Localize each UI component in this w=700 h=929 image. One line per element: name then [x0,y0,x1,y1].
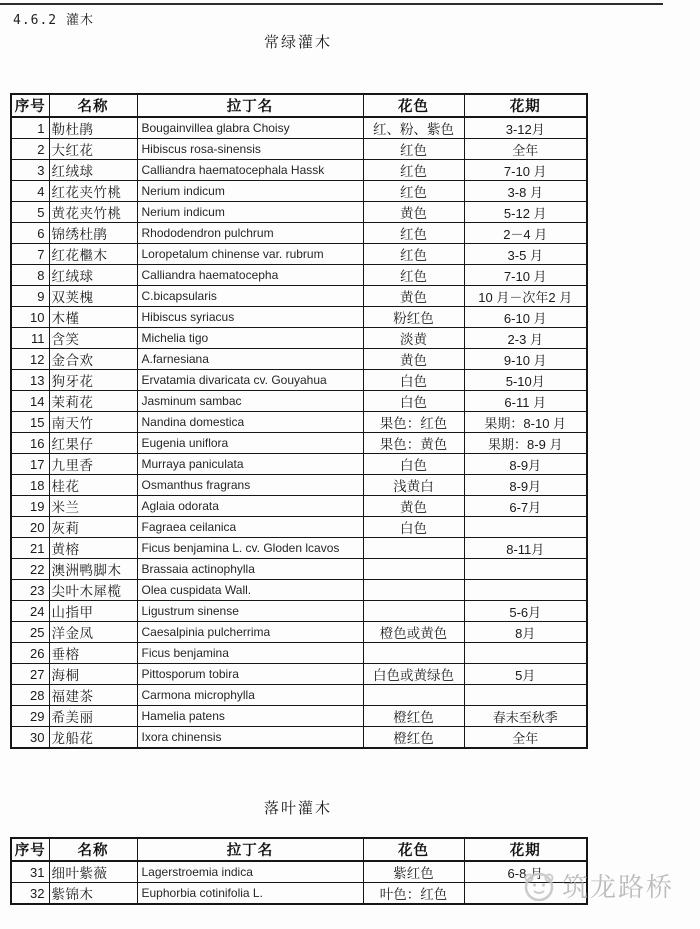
table-cell: 8-9月 [464,454,587,475]
table-cell: 17 [11,454,49,475]
table-cell: Fagraea ceilanica [137,517,363,538]
table-cell: Rhododendron pulchrum [137,223,363,244]
table-row [11,412,587,433]
table-cell: Nandina domestica [137,412,363,433]
table-cell: 大红花 [49,139,137,160]
table-cell: 红色 [363,244,464,265]
table-cell: 垂榕 [49,643,137,664]
table-row [11,727,587,749]
table-cell: 3-8 月 [464,181,587,202]
table-row [11,139,587,160]
table-cell: 24 [11,601,49,622]
table-cell: 16 [11,433,49,454]
table-cell: Osmanthus fragrans [137,475,363,496]
table-cell: 木槿 [49,307,137,328]
table-cell: 狗牙花 [49,370,137,391]
table-cell: 黄榕 [49,538,137,559]
table-cell: 红绒球 [49,265,137,286]
evergreen-shrubs-table [10,93,588,749]
table-cell: 30 [11,727,49,749]
table-cell [363,601,464,622]
table-cell: 白色或黄绿色 [363,664,464,685]
table-cell: 叶色：红色 [363,883,464,905]
table-cell: Carmona microphylla [137,685,363,706]
table-cell: 14 [11,391,49,412]
table-cell: 金合欢 [49,349,137,370]
table-cell: Aglaia odorata [137,496,363,517]
table-cell: 23 [11,580,49,601]
table-cell: 25 [11,622,49,643]
table-cell: 12 [11,349,49,370]
table-cell: Michelia tigo [137,328,363,349]
table-cell: Ervatamia divaricata cv. Gouyahua [137,370,363,391]
table-cell: 红果仔 [49,433,137,454]
table-cell: Bougainvillea glabra Choisy [137,117,363,139]
table-row [11,622,587,643]
column-header: 名称 [49,838,137,861]
table-cell: Hibiscus syriacus [137,307,363,328]
column-header: 序号 [11,94,49,117]
table-cell: 紫锦木 [49,883,137,905]
table-row [11,643,587,664]
table-row [11,370,587,391]
table-cell [464,559,587,580]
table-cell: Caesalpinia pulcherrima [137,622,363,643]
table-cell: 勒杜鹃 [49,117,137,139]
table-cell: 粉红色 [363,307,464,328]
table-cell: 29 [11,706,49,727]
table-cell: C.bicapsularis [137,286,363,307]
table-cell: 7-10 月 [464,160,587,181]
table-row [11,685,587,706]
table-cell: 15 [11,412,49,433]
table-cell: 32 [11,883,49,905]
table-cell: 紫红色 [363,861,464,883]
table-cell: 5-12 月 [464,202,587,223]
table-cell: 果色：红色 [363,412,464,433]
table-cell: 米兰 [49,496,137,517]
table-cell: 红花檵木 [49,244,137,265]
table-cell: 浅黄白 [363,475,464,496]
table-cell: Pittosporum tobira [137,664,363,685]
table-cell: 6-7月 [464,496,587,517]
table-cell: 希美丽 [49,706,137,727]
table-cell: Jasminum sambac [137,391,363,412]
table-cell: 1 [11,117,49,139]
watermark-text: 筑龙路桥 [562,872,675,902]
table-cell: 9 [11,286,49,307]
table-cell: 海桐 [49,664,137,685]
table-cell: 黄色 [363,202,464,223]
table-cell: 果期：8-9 月 [464,433,587,454]
table-cell [464,643,587,664]
table-cell: 2 [11,139,49,160]
table-cell: 红色 [363,223,464,244]
table-cell: 果期：8-10 月 [464,412,587,433]
column-header: 花期 [464,838,587,861]
table-cell: 黄色 [363,496,464,517]
table-cell: Ficus benjamina [137,643,363,664]
table-row [11,538,587,559]
table-row [11,433,587,454]
table-row [11,475,587,496]
table-cell: Hamelia patens [137,706,363,727]
table-cell: 红色 [363,265,464,286]
table-row [11,664,587,685]
table-cell: Euphorbia cotinifolia L. [137,883,363,905]
table-cell: 18 [11,475,49,496]
table-cell: 白色 [363,391,464,412]
table-cell: 2-3 月 [464,328,587,349]
table-cell: Eugenia uniflora [137,433,363,454]
table-cell: 7-10 月 [464,265,587,286]
table-cell: 果色：黄色 [363,433,464,454]
table-row [11,328,587,349]
table-cell [464,883,587,905]
table-cell: 红、粉、紫色 [363,117,464,139]
table-cell: 6 [11,223,49,244]
table-cell: 5-10月 [464,370,587,391]
column-header: 花期 [464,94,587,117]
table-row [11,117,587,139]
table-cell: 7 [11,244,49,265]
table-row [11,601,587,622]
table-cell: 6-8 月 [464,861,587,883]
table-cell: 13 [11,370,49,391]
table-row [11,244,587,265]
table-row [11,223,587,244]
table-title-deciduous: 落叶灌木 [263,800,332,817]
table-cell: 洋金凤 [49,622,137,643]
table-cell: 3-12月 [464,117,587,139]
table-cell: 橙红色 [363,706,464,727]
table-cell: 白色 [363,454,464,475]
table-cell: 红色 [363,139,464,160]
table-title-evergreen: 常绿灌木 [263,34,332,51]
table-row [11,160,587,181]
table-cell: 3 [11,160,49,181]
table-cell: 10 月－次年2 月 [464,286,587,307]
table-cell: Ligustrum sinense [137,601,363,622]
table-cell: 8 [11,265,49,286]
table-cell: 8月 [464,622,587,643]
table-cell: 3-5 月 [464,244,587,265]
table-cell: 26 [11,643,49,664]
table-cell: 红色 [363,181,464,202]
table-row [11,307,587,328]
table-cell: 6-10 月 [464,307,587,328]
table-row [11,454,587,475]
table-cell [464,517,587,538]
table-row [11,181,587,202]
table-row [11,517,587,538]
table-cell: 21 [11,538,49,559]
table-cell: 淡黄 [363,328,464,349]
table-cell: 6-11 月 [464,391,587,412]
table-cell: 灰莉 [49,517,137,538]
table-cell: 澳洲鸭脚木 [49,559,137,580]
table-cell: 19 [11,496,49,517]
table-cell: 桂花 [49,475,137,496]
table-cell: 10 [11,307,49,328]
table-row [11,349,587,370]
table-cell: 全年 [464,727,587,749]
table-cell [464,580,587,601]
table-cell: Ixora chinensis [137,727,363,749]
table-cell: 双荚槐 [49,286,137,307]
table-cell: 尖叶木犀榄 [49,580,137,601]
table-cell: 细叶紫薇 [49,861,137,883]
table-cell: 5-6月 [464,601,587,622]
table-cell: 黄花夹竹桃 [49,202,137,223]
table-cell: 锦绣杜鹃 [49,223,137,244]
section-heading: 4.6.2 灌木 [13,13,94,28]
table-cell: 春末至秋季 [464,706,587,727]
table-cell: Hibiscus rosa-sinensis [137,139,363,160]
table-cell [363,580,464,601]
table-cell: 31 [11,861,49,883]
table-row [11,265,587,286]
table-cell: 橙红色 [363,727,464,749]
table-cell: 橙色或黄色 [363,622,464,643]
table-cell: Nerium indicum [137,202,363,223]
table-cell: 9-10 月 [464,349,587,370]
table-cell [363,538,464,559]
table-cell: 5 [11,202,49,223]
deciduous-shrubs-table [10,837,588,905]
table-cell: 白色 [363,370,464,391]
table-cell: 福建茶 [49,685,137,706]
table-cell: 黄色 [363,286,464,307]
table-cell: 2－4 月 [464,223,587,244]
table-cell: 茉莉花 [49,391,137,412]
column-header: 名称 [49,94,137,117]
table-cell [363,559,464,580]
table-cell: 20 [11,517,49,538]
table-row [11,580,587,601]
table-cell [464,685,587,706]
table-cell: Ficus benjamina L. cv. Gloden lcavos [137,538,363,559]
table-row [11,286,587,307]
table-cell: Calliandra haematocephala Hassk [137,160,363,181]
table-cell: 27 [11,664,49,685]
table-cell: Nerium indicum [137,181,363,202]
table-cell: 5月 [464,664,587,685]
table-row [11,861,587,883]
table-cell: 龙船花 [49,727,137,749]
table-cell: Murraya paniculata [137,454,363,475]
table-cell: 九里香 [49,454,137,475]
table-row [11,883,587,905]
table-cell: 全年 [464,139,587,160]
table-row [11,706,587,727]
table-cell: 含笑 [49,328,137,349]
table-cell: Loropetalum chinense var. rubrum [137,244,363,265]
column-header: 拉丁名 [137,838,363,861]
table-cell: 山指甲 [49,601,137,622]
table-cell [363,685,464,706]
table-row [11,202,587,223]
table-cell: Lagerstroemia indica [137,861,363,883]
column-header: 花色 [363,838,464,861]
table-cell: 南天竹 [49,412,137,433]
table-cell: 8-11月 [464,538,587,559]
table-row [11,496,587,517]
table-cell: A.farnesiana [137,349,363,370]
column-header: 序号 [11,838,49,861]
table-cell: 22 [11,559,49,580]
column-header: 花色 [363,94,464,117]
table-cell: 红绒球 [49,160,137,181]
table-cell: 4 [11,181,49,202]
table-cell: 白色 [363,517,464,538]
table-cell [363,643,464,664]
table-row [11,391,587,412]
table-cell: Brassaia actinophylla [137,559,363,580]
table-cell: 11 [11,328,49,349]
top-divider [0,3,663,5]
table-cell: 红花夹竹桃 [49,181,137,202]
table-cell: Calliandra haematocepha [137,265,363,286]
table-cell: 红色 [363,160,464,181]
table-row [11,559,587,580]
table-cell: 黄色 [363,349,464,370]
table-cell: 28 [11,685,49,706]
table-cell: 8-9月 [464,475,587,496]
table-cell: Olea cuspidata Wall. [137,580,363,601]
column-header: 拉丁名 [137,94,363,117]
